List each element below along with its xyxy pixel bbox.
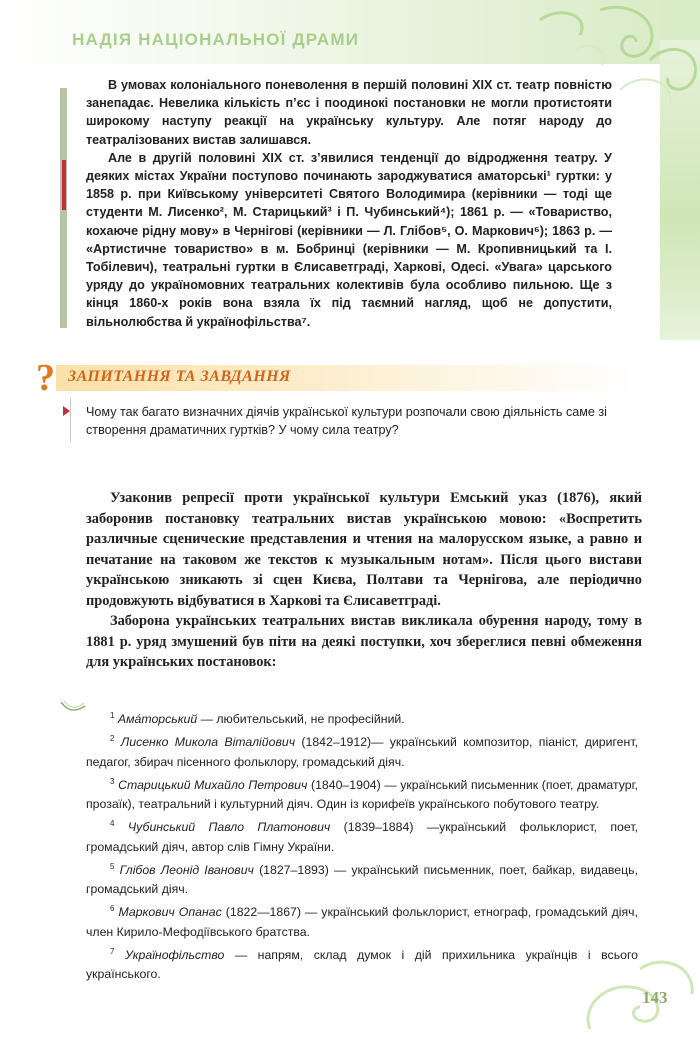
footnote-text: (1842–1912)— український композитор, піаніст, диригент, педагог, збирач пісенного фольклору, громадський діяч. xyxy=(86,735,638,769)
footnote-text: — любительський, не професійний. xyxy=(197,712,405,727)
footnote-number: 6 xyxy=(110,904,115,914)
footnote-item xyxy=(86,899,638,942)
main-paragraph: Узаконив репресії проти української культури Емський указ (1876), який заборонив постановку театральних вистав українською мовою: «Воспретить различные сценические представления и чтения на малорусском языке, а равно и печатание на таковом же текстов к музыкальным нотам». Після цього вистави українською зникають зі сцен Києва, Полтави та Чернігова, але періодично продовжують відбуватися в Харкові та Єлисаветграді. xyxy=(86,490,642,609)
footnote-item xyxy=(86,772,638,815)
page-header-title: НАДІЯ НАЦІОНАЛЬНОЇ ДРАМИ xyxy=(72,30,360,49)
margin-accent xyxy=(62,160,66,210)
footnote-term: Глібов Леонід Іванович xyxy=(119,862,254,877)
footnote-text: (1827–1893) — український письменник, поет, байкар, видавець, громадський діяч. xyxy=(86,862,639,897)
main-text xyxy=(86,488,642,673)
footnote-term: Старицький Михайло Петрович xyxy=(118,777,308,792)
footnote-item xyxy=(86,706,638,729)
footnote-text: — напрям, склад думок і дій прихильника українців і всього українського. xyxy=(86,947,638,982)
corner-swirl-icon xyxy=(570,949,700,1039)
footnote-text: (1839–1884) —український фольклорист, поет, громадський діяч, автор слів Гімну України. xyxy=(86,820,639,854)
footnote-term: Чубинський Павло Платонович xyxy=(127,820,331,835)
triangle-bullet-icon xyxy=(63,406,70,416)
footnote-text: (1822—1867) — український фольклорист, етнограф, громадський діяч, член Кирило-Мефодіївського братства. xyxy=(86,905,639,939)
footnote-number: 3 xyxy=(110,776,115,786)
intro-paragraph: Але в другій половині XIX ст. з’явилися тенденції до відродження театру. У деяких містах України поступово починають зароджуватися аматорські¹ гуртки: у 1858 р. при Київському університеті Святого Володимира (керівники — тоді ще студенти М. Лисенко², М. Старицький³ і П. Чубинський⁴); 1861 р. — «Товариство, кохаюче рідну мову» в Чернігові (керівники — Л. Глібов⁵, О. Маркович⁶); 1863 р. — «Артистичне товариство» в м. Бобринці (керівники — М. Кропивницький та І. Тобілевич), театральні гуртки в Єлисаветграді, Харкові, Одесі. «Увага» царського уряду до україномовних театральних колективів була особливо пильною. Ще з кінця 1860-х років вона взяла їх під таємний нагляд, щоб не допустити, вільнолюбства й українофільства⁷. xyxy=(86,150,612,329)
footnote-item xyxy=(86,814,638,857)
footnote-term: Українофільство xyxy=(124,947,225,962)
footnote-item xyxy=(86,942,638,985)
page-number: 143 xyxy=(642,988,668,1007)
footnotes xyxy=(86,706,638,984)
footnote-item xyxy=(86,857,638,900)
footnote-term: Маркович Опанас xyxy=(118,905,222,920)
intro-paragraph: В умовах колоніального поневолення в першій половині XIX ст. театр повністю занепадає. Невелика кількість п’єс і поодинокі постановки не могли протистояти широкому наступу реакції на українську культуру. Але потяг народу до театралізованих вистав залишався. xyxy=(86,78,612,147)
footnote-number: 1 xyxy=(110,711,115,720)
task-divider xyxy=(70,398,71,442)
footnote-term: Ама́торський xyxy=(117,712,198,727)
task-text: Чому так багато визначних діячів української культури розпочали свою діяльність саме зі створення драматичних гуртків? У чому сила театру? xyxy=(86,405,607,437)
questions-title: ЗАПИТАННЯ ТА ЗАВДАННЯ xyxy=(68,368,291,385)
footnote-term: Лисенко Микола Віталійович xyxy=(120,735,296,750)
intro-text xyxy=(86,76,612,331)
footnote-number: 4 xyxy=(110,819,115,829)
questions-heading xyxy=(36,357,700,399)
footnote-number: 5 xyxy=(110,861,115,871)
main-paragraph: Заборона українських театральних вистав викликала обурення народу, тому в 1881 р. уряд змушений був піти на деякі поступки, хоч збереглися певні обмеження для українських постановок: xyxy=(86,613,642,670)
footnote-item xyxy=(86,729,638,772)
footnote-number: 2 xyxy=(110,734,115,744)
footnote-swoosh-icon xyxy=(60,700,86,714)
footnote-number: 7 xyxy=(110,946,115,956)
question-mark-icon: ? xyxy=(36,357,55,399)
footnote-text: (1840–1904) — український письменник (поет, драматург, прозаїк), театральний і культурний діяч. Один із корифеїв українського побутового театру. xyxy=(86,777,638,812)
